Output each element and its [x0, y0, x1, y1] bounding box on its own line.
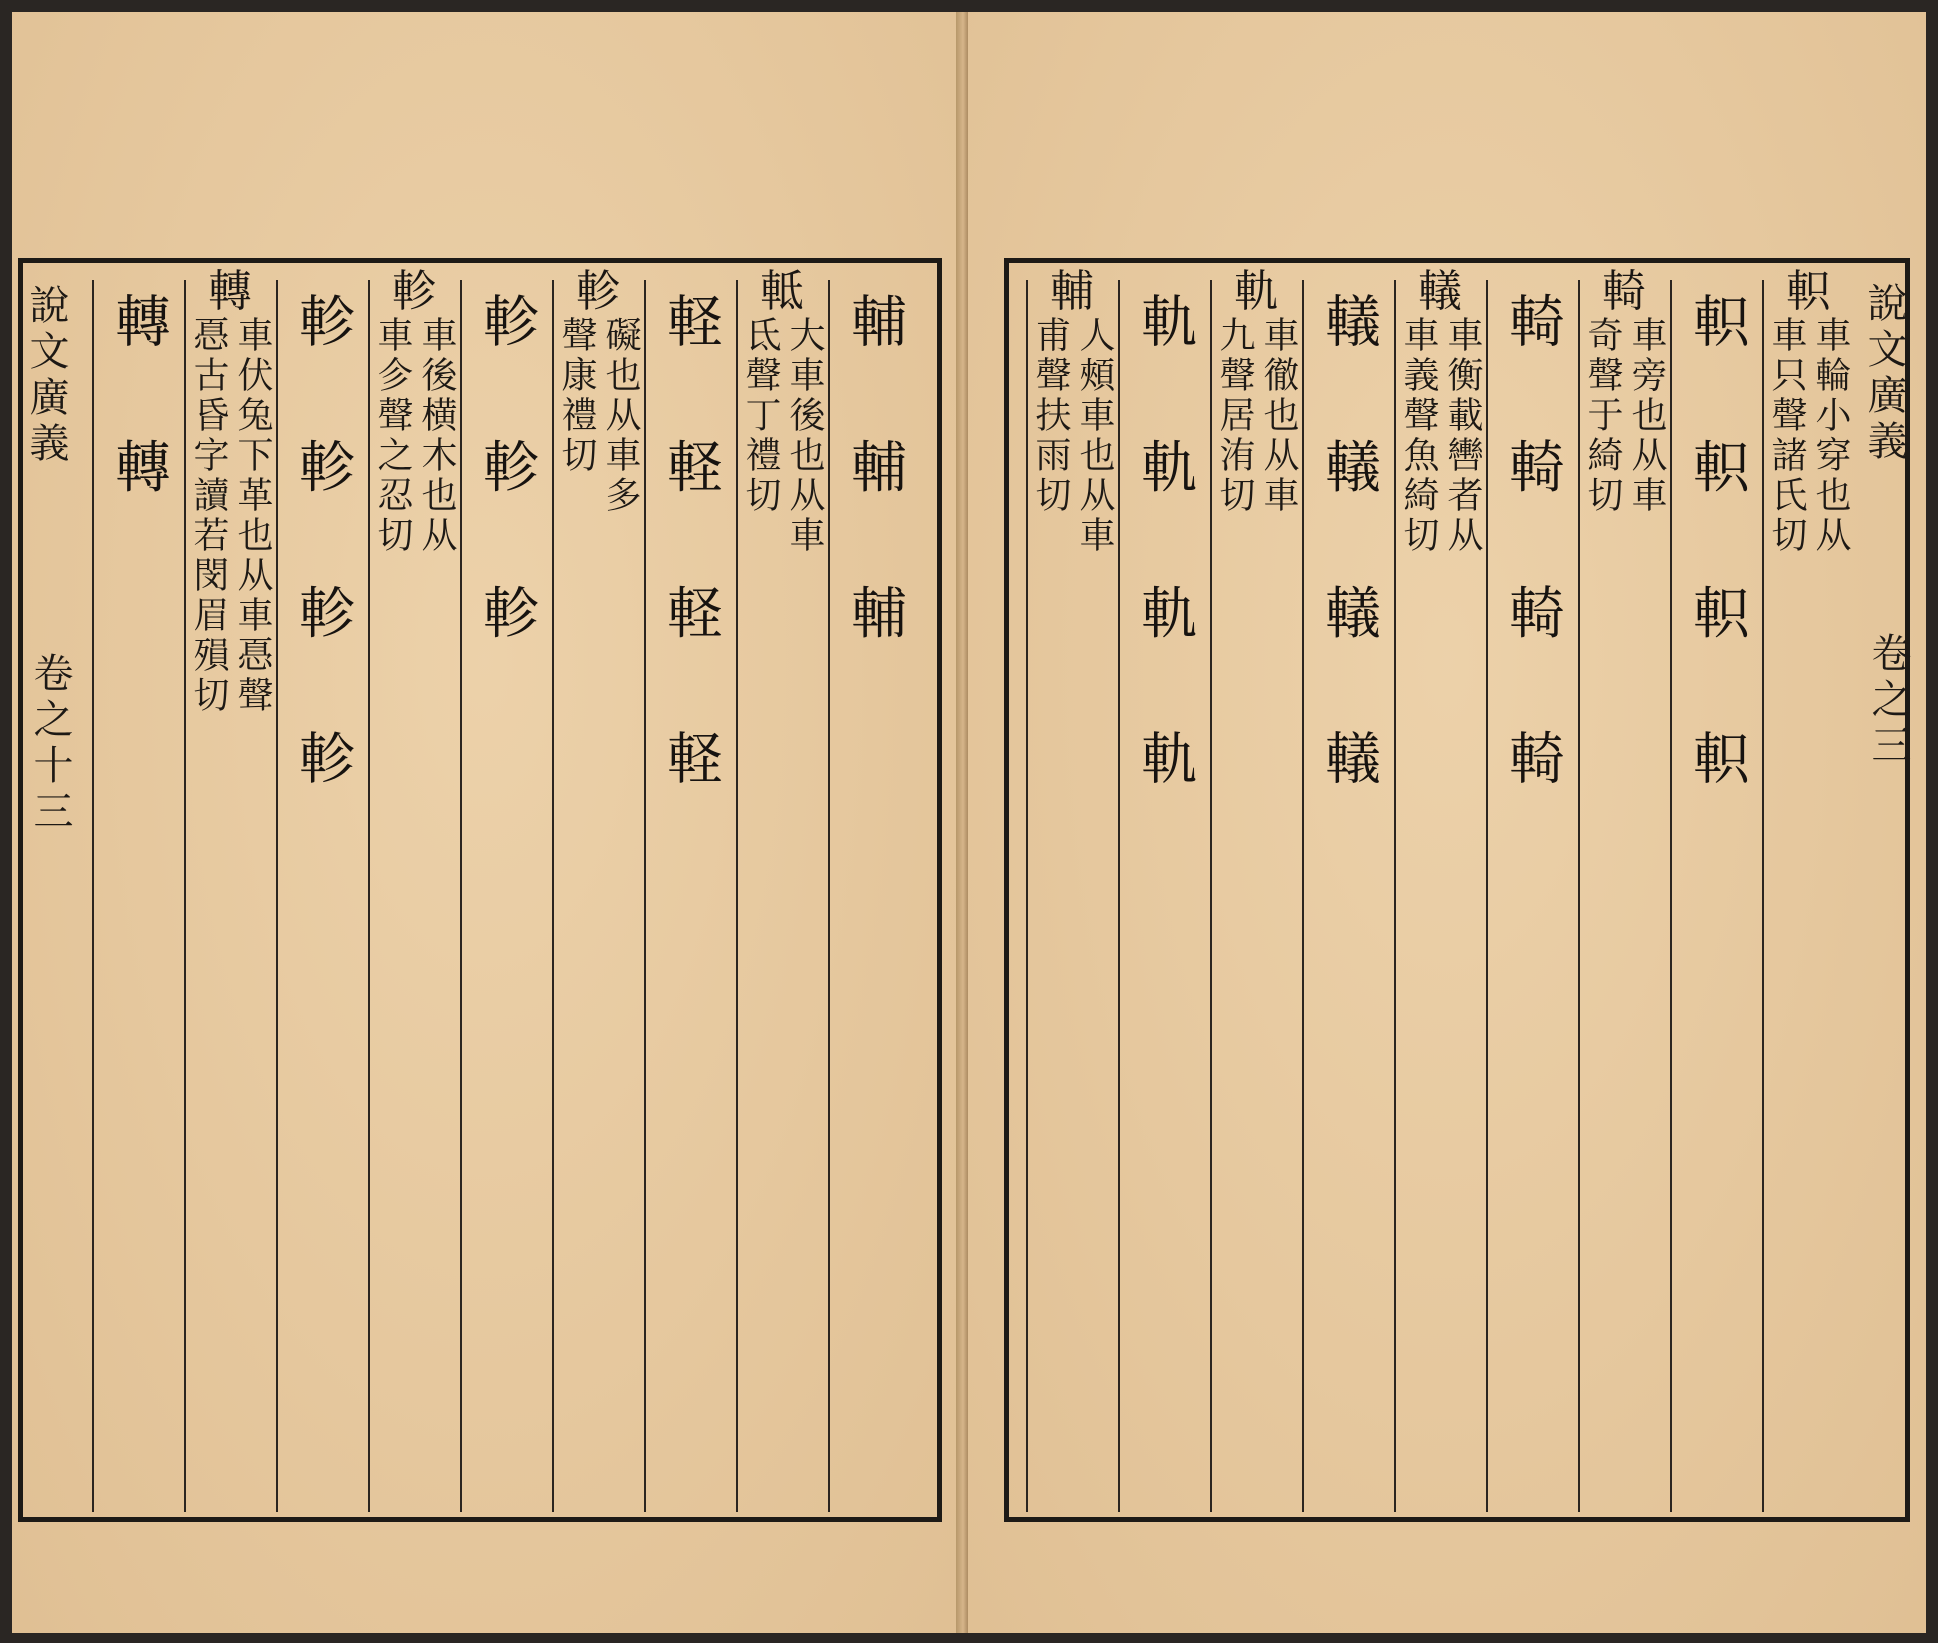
right-gloss-line: 車輪小穿也从: [1810, 316, 1851, 556]
right-text-column: [1302, 268, 1394, 821]
left-text-column: [276, 268, 368, 821]
left-text-column: [92, 268, 184, 530]
left-text-column: [644, 268, 736, 821]
right-entry-gloss: [1215, 316, 1297, 516]
right-text-column: [1670, 268, 1762, 821]
left-volume-label: 卷之十三: [27, 652, 73, 836]
right-text-column: [1762, 268, 1854, 556]
right-gloss-line: 甫聲扶雨切: [1030, 316, 1071, 516]
left-gloss-line: 礙也从車多: [600, 316, 641, 516]
right-seal-script-variants: 輢 輢 輢 輢: [1500, 292, 1565, 822]
left-gloss-line: 車㐱聲之忍切: [372, 316, 413, 556]
right-entry-gloss: [1767, 316, 1849, 556]
left-text-column: [736, 268, 828, 556]
right-gloss-line: 車義聲魚綺切: [1398, 316, 1439, 556]
right-margin-title: 說文廣義: [1861, 282, 1907, 466]
left-text-column: [368, 268, 460, 556]
left-gloss-line: 大車後也从車: [784, 316, 825, 556]
right-entry-gloss: [1031, 316, 1113, 556]
right-entry-headword: 輢: [1602, 266, 1646, 317]
left-entry-gloss: [557, 316, 639, 516]
left-entry-headword: 軫: [392, 266, 436, 317]
right-text-column: [1486, 268, 1578, 821]
right-volume-label: 卷之三: [1865, 632, 1911, 770]
left-margin-title: 說文廣義: [23, 284, 69, 468]
left-gloss-line: 聲康禮切: [556, 316, 597, 476]
right-entry-headword: 軹: [1786, 266, 1830, 317]
right-page: [968, 12, 1926, 1633]
left-seal-script-variants: 轉 轉: [106, 292, 171, 530]
right-entry-headword: 軌: [1234, 266, 1278, 317]
right-seal-script-variants: 軌 軌 軌 軌: [1132, 292, 1197, 822]
left-text-column: [552, 268, 644, 516]
right-entry-gloss: [1399, 316, 1481, 556]
left-gloss-line: 㥑古昏字讀若閔眉殞切: [188, 316, 229, 716]
right-gloss-line: 九聲居洧切: [1214, 316, 1255, 516]
right-seal-script-variants: 轙 轙 轙 轙: [1316, 292, 1381, 822]
left-entry-headword: 軧: [760, 266, 804, 317]
right-entry-headword: 輔: [1050, 266, 1094, 317]
left-page: [12, 12, 958, 1633]
left-gloss-line: 車後横木也从: [416, 316, 457, 556]
left-entry-gloss: [373, 316, 455, 556]
right-text-column: [1026, 268, 1118, 556]
right-entry-headword: 轙: [1418, 266, 1462, 317]
right-seal-script-variants: 軹 軹 軹 軹: [1684, 292, 1749, 822]
right-gloss-line: 車衡載轡者从: [1442, 316, 1483, 556]
left-text-column: [460, 268, 552, 676]
left-seal-script-variants: 軽 軽 軽 軽: [658, 292, 723, 822]
right-gloss-line: 車徹也从車: [1258, 316, 1299, 516]
left-entry-headword: 轉: [208, 266, 252, 317]
right-text-column: [1210, 268, 1302, 516]
left-entry-headword: 軫: [576, 266, 620, 317]
left-seal-script-variants: 輔 輔 輔: [842, 292, 907, 676]
left-text-column: [828, 268, 920, 676]
left-seal-script-variants: 軫 軫 軫 軫: [290, 292, 355, 822]
right-gloss-line: 人頰車也从車: [1074, 316, 1115, 556]
left-text-column: [184, 268, 276, 716]
right-gloss-line: 車旁也从車: [1626, 316, 1667, 516]
left-gloss-line: 車伏兔下革也从車㥑聲: [232, 316, 273, 716]
left-gloss-line: 氐聲丁禮切: [740, 316, 781, 516]
right-text-column: [1394, 268, 1486, 556]
left-seal-script-variants: 軫 軫 軫: [474, 292, 539, 676]
right-gloss-line: 車只聲諸氏切: [1766, 316, 1807, 556]
right-gloss-line: 奇聲于綺切: [1582, 316, 1623, 516]
right-text-column: [1118, 268, 1210, 821]
right-entry-gloss: [1583, 316, 1665, 516]
left-entry-gloss: [741, 316, 823, 556]
left-entry-gloss: [189, 316, 271, 716]
right-text-column: [1578, 268, 1670, 516]
